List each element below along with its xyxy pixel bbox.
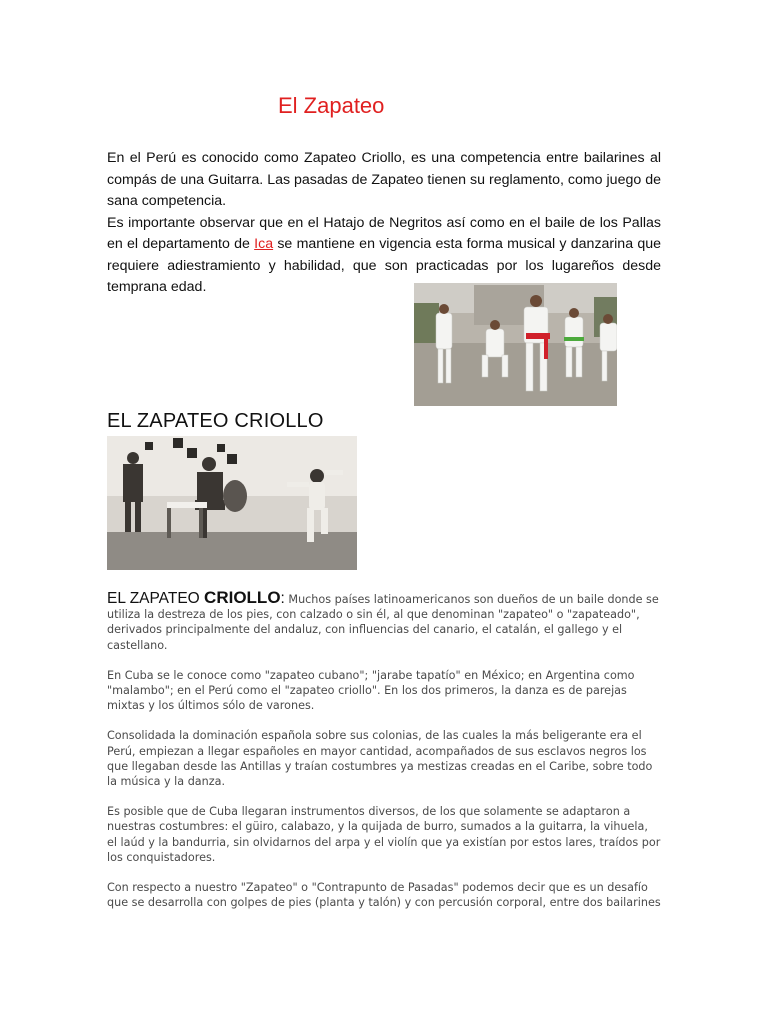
body-lead-colon: :: [280, 590, 285, 607]
intro-text: [107, 148, 661, 299]
body-lead-bold: CRIOLLO: [204, 588, 281, 607]
vintage-zapateo-photo: [107, 436, 357, 570]
body-lead-text: EL ZAPATEO: [107, 590, 205, 607]
page-title: El Zapateo: [278, 93, 385, 118]
body-paragraph-5: Con respecto a nuestro "Zapateo" o "Contrapunto de Pasadas" podemos decir que es un desafío que se desarrolla con golpes de pies (planta y talón) y con percusión corporal, entre dos bailarines: [107, 881, 661, 910]
body-paragraph-4: Es posible que de Cuba llegaran instrumentos diversos, de los que solamente se adaptaron a nuestras costumbres: el güiro, calabazo, y la quijada de burro, sumados a la guitarra, la vihuela, el laúd y la bandurria, sin olvidarnos del arpa y el violín que ya existían por estos lares, traídos por los conquistadores.: [107, 805, 661, 864]
intro-p2-start: Es importante observar que en el Hatajo de Negritos así como en el baile de los Pallas en el departamento de: [107, 214, 661, 252]
intro-paragraph-1: En el Perú es conocido como Zapateo Criollo, es una competencia entre bailarines al compás de una Guitarra. Las pasadas de Zapateo tienen su reglamento, como juego de sana competencia.: [107, 150, 661, 209]
body-paragraph-3: Consolidada la dominación española sobre sus colonias, de las cuales la más beligerante era el Perú, empiezan a llegar españoles en mayor cantidad, acompañados de sus esclavos negros los que llegaban desde las Antillas y traían costumbres ya mestizas creadas en el Caribe, sobre todo la música y la danza.: [107, 729, 653, 789]
ica-link[interactable]: Ica: [254, 236, 274, 252]
intro-p2-end: se mantiene en vigencia esta forma musical y danzarina que requiere adiestramiento y habilidad, que son practicadas por los lugareños desde temprana edad.: [107, 236, 662, 295]
body-paragraph-2: En Cuba se le conoce como "zapateo cubano"; "jarabe tapatío" en México; en Argentina como "malambo"; en el Perú como el "zapateo criollo". En los dos primeros, la danza es de parejas mixtas y los últimos sólo de varones.: [107, 668, 635, 713]
body-paragraph-1: [107, 590, 661, 653]
body-paragraph-1-text: Muchos países latinoamericanos son dueños de un baile donde se utiliza la destreza de los pies, con calzado o sin él, al que denominan "zapateo" o "zapateado", derivados principalmente del andaluz, con influencias del canario, el catalán, el gallego y el castellano.: [107, 593, 659, 652]
section-heading: EL ZAPATEO CRIOLLO: [107, 410, 324, 432]
article-body: [107, 590, 661, 925]
children-dancing-photo: [414, 283, 617, 406]
